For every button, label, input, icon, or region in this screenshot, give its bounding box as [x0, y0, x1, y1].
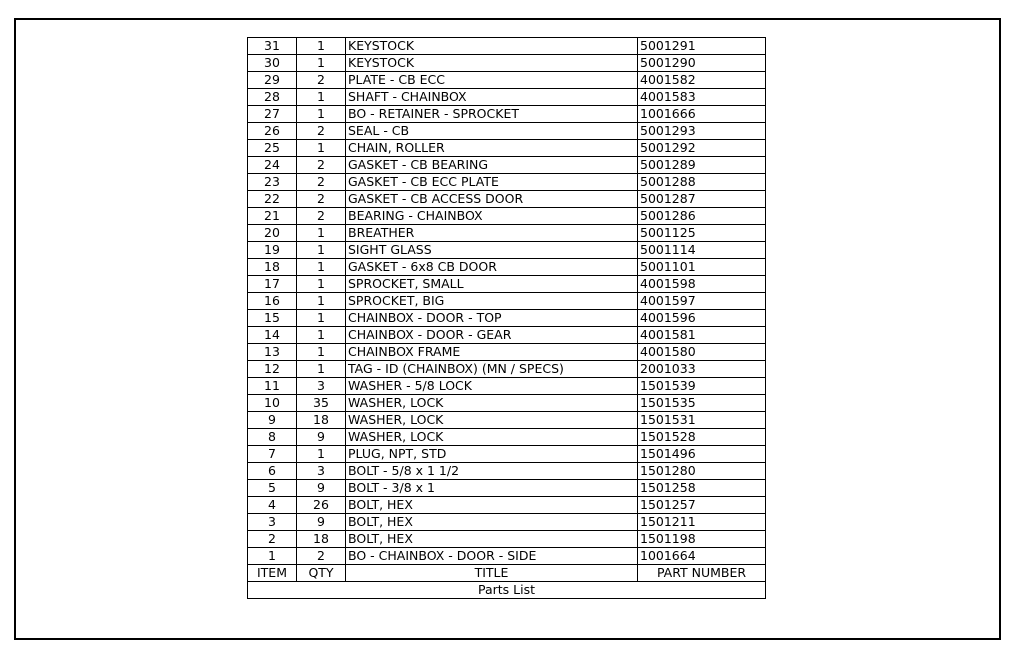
cell-part-number: 1501257 — [638, 497, 766, 514]
cell-item: 15 — [248, 310, 297, 327]
cell-qty: 1 — [297, 242, 346, 259]
cell-qty: 2 — [297, 157, 346, 174]
cell-title: BEARING - CHAINBOX — [346, 208, 638, 225]
cell-qty: 1 — [297, 89, 346, 106]
cell-title: PLUG, NPT, STD — [346, 446, 638, 463]
cell-qty: 1 — [297, 276, 346, 293]
table-row — [248, 276, 766, 293]
cell-item: 25 — [248, 140, 297, 157]
cell-title: GASKET - CB ECC PLATE — [346, 174, 638, 191]
cell-part-number: 5001288 — [638, 174, 766, 191]
cell-title: CHAINBOX FRAME — [346, 344, 638, 361]
cell-item: 27 — [248, 106, 297, 123]
table-row — [248, 514, 766, 531]
cell-item: 7 — [248, 446, 297, 463]
cell-qty: 1 — [297, 38, 346, 55]
cell-qty: 1 — [297, 446, 346, 463]
cell-qty: 18 — [297, 412, 346, 429]
table-row — [248, 174, 766, 191]
cell-part-number: 1501535 — [638, 395, 766, 412]
cell-item: 22 — [248, 191, 297, 208]
cell-qty: 1 — [297, 361, 346, 378]
cell-part-number: 1501528 — [638, 429, 766, 446]
cell-part-number: 1501198 — [638, 531, 766, 548]
cell-item: 31 — [248, 38, 297, 55]
cell-part-number: 5001291 — [638, 38, 766, 55]
cell-qty: 18 — [297, 531, 346, 548]
table-row — [248, 106, 766, 123]
cell-qty: 3 — [297, 463, 346, 480]
cell-item: 28 — [248, 89, 297, 106]
cell-part-number: 1501531 — [638, 412, 766, 429]
cell-qty: 2 — [297, 123, 346, 140]
table-row — [248, 378, 766, 395]
cell-item: 23 — [248, 174, 297, 191]
cell-part-number: 1001666 — [638, 106, 766, 123]
cell-part-number: 4001598 — [638, 276, 766, 293]
table-row — [248, 412, 766, 429]
cell-qty: 1 — [297, 55, 346, 72]
cell-qty: 9 — [297, 514, 346, 531]
cell-title: BOLT, HEX — [346, 514, 638, 531]
header-row — [248, 565, 766, 582]
cell-title: BREATHER — [346, 225, 638, 242]
table-row — [248, 208, 766, 225]
cell-part-number: 5001289 — [638, 157, 766, 174]
cell-item: 1 — [248, 548, 297, 565]
cell-part-number: 5001125 — [638, 225, 766, 242]
cell-part-number: 4001596 — [638, 310, 766, 327]
cell-item: 24 — [248, 157, 297, 174]
cell-title: PLATE - CB ECC — [346, 72, 638, 89]
table-row — [248, 293, 766, 310]
cell-item: 20 — [248, 225, 297, 242]
caption-row — [248, 582, 766, 599]
cell-title: WASHER, LOCK — [346, 412, 638, 429]
cell-part-number: 5001101 — [638, 259, 766, 276]
cell-part-number: 1001664 — [638, 548, 766, 565]
parts-list-rows — [248, 38, 766, 565]
cell-item: 9 — [248, 412, 297, 429]
cell-qty: 1 — [297, 293, 346, 310]
cell-title: BOLT - 5/8 x 1 1/2 — [346, 463, 638, 480]
cell-part-number: 5001290 — [638, 55, 766, 72]
table-row — [248, 140, 766, 157]
cell-title: BOLT, HEX — [346, 531, 638, 548]
cell-part-number: 4001583 — [638, 89, 766, 106]
cell-qty: 1 — [297, 327, 346, 344]
cell-part-number: 1501280 — [638, 463, 766, 480]
cell-title: KEYSTOCK — [346, 38, 638, 55]
table-row — [248, 463, 766, 480]
table-row — [248, 191, 766, 208]
table-row — [248, 55, 766, 72]
cell-item: 29 — [248, 72, 297, 89]
cell-item: 16 — [248, 293, 297, 310]
cell-item: 11 — [248, 378, 297, 395]
cell-item: 21 — [248, 208, 297, 225]
cell-title: SHAFT - CHAINBOX — [346, 89, 638, 106]
cell-title: WASHER, LOCK — [346, 395, 638, 412]
cell-title: GASKET - CB ACCESS DOOR — [346, 191, 638, 208]
table-row — [248, 446, 766, 463]
cell-part-number: 5001286 — [638, 208, 766, 225]
table-row — [248, 123, 766, 140]
cell-qty: 3 — [297, 378, 346, 395]
cell-qty: 2 — [297, 174, 346, 191]
header-qty: QTY — [297, 565, 346, 582]
cell-qty: 2 — [297, 72, 346, 89]
cell-qty: 35 — [297, 395, 346, 412]
cell-qty: 1 — [297, 259, 346, 276]
cell-qty: 1 — [297, 344, 346, 361]
table-row — [248, 344, 766, 361]
table-row — [248, 395, 766, 412]
cell-title: BOLT, HEX — [346, 497, 638, 514]
cell-item: 13 — [248, 344, 297, 361]
cell-qty: 1 — [297, 106, 346, 123]
cell-title: BO - RETAINER - SPROCKET — [346, 106, 638, 123]
cell-qty: 1 — [297, 140, 346, 157]
cell-title: SIGHT GLASS — [346, 242, 638, 259]
header-part-number: PART NUMBER — [638, 565, 766, 582]
parts-list-table — [247, 37, 766, 599]
cell-title: BOLT - 3/8 x 1 — [346, 480, 638, 497]
cell-title: SEAL - CB — [346, 123, 638, 140]
cell-qty: 2 — [297, 208, 346, 225]
cell-item: 5 — [248, 480, 297, 497]
table-row — [248, 327, 766, 344]
cell-item: 6 — [248, 463, 297, 480]
cell-item: 18 — [248, 259, 297, 276]
cell-title: WASHER, LOCK — [346, 429, 638, 446]
cell-qty: 2 — [297, 548, 346, 565]
cell-item: 17 — [248, 276, 297, 293]
cell-title: CHAIN, ROLLER — [346, 140, 638, 157]
table-row — [248, 531, 766, 548]
table-row — [248, 89, 766, 106]
cell-part-number: 1501539 — [638, 378, 766, 395]
cell-part-number: 1501258 — [638, 480, 766, 497]
table-row — [248, 225, 766, 242]
cell-item: 10 — [248, 395, 297, 412]
cell-part-number: 5001287 — [638, 191, 766, 208]
cell-item: 26 — [248, 123, 297, 140]
cell-title: SPROCKET, SMALL — [346, 276, 638, 293]
table-row — [248, 259, 766, 276]
cell-part-number: 1501496 — [638, 446, 766, 463]
cell-part-number: 5001114 — [638, 242, 766, 259]
cell-qty: 2 — [297, 191, 346, 208]
table-row — [248, 497, 766, 514]
cell-part-number: 4001582 — [638, 72, 766, 89]
cell-qty: 9 — [297, 480, 346, 497]
cell-qty: 9 — [297, 429, 346, 446]
parts-list-caption: Parts List — [248, 582, 766, 599]
table-row — [248, 72, 766, 89]
cell-item: 3 — [248, 514, 297, 531]
table-row — [248, 361, 766, 378]
cell-title: GASKET - 6x8 CB DOOR — [346, 259, 638, 276]
cell-part-number: 1501211 — [638, 514, 766, 531]
header-title: TITLE — [346, 565, 638, 582]
cell-part-number: 5001292 — [638, 140, 766, 157]
table-row — [248, 242, 766, 259]
cell-title: WASHER - 5/8 LOCK — [346, 378, 638, 395]
cell-item: 4 — [248, 497, 297, 514]
table-row — [248, 480, 766, 497]
cell-title: BO - CHAINBOX - DOOR - SIDE — [346, 548, 638, 565]
table-row — [248, 310, 766, 327]
cell-title: GASKET - CB BEARING — [346, 157, 638, 174]
cell-title: SPROCKET, BIG — [346, 293, 638, 310]
cell-title: CHAINBOX - DOOR - GEAR — [346, 327, 638, 344]
header-item: ITEM — [248, 565, 297, 582]
cell-part-number: 4001581 — [638, 327, 766, 344]
table-row — [248, 548, 766, 565]
table-row — [248, 38, 766, 55]
cell-part-number: 5001293 — [638, 123, 766, 140]
cell-part-number: 4001580 — [638, 344, 766, 361]
cell-item: 14 — [248, 327, 297, 344]
cell-part-number: 2001033 — [638, 361, 766, 378]
cell-item: 12 — [248, 361, 297, 378]
cell-item: 8 — [248, 429, 297, 446]
table-row — [248, 157, 766, 174]
cell-title: KEYSTOCK — [346, 55, 638, 72]
cell-item: 30 — [248, 55, 297, 72]
cell-part-number: 4001597 — [638, 293, 766, 310]
cell-item: 19 — [248, 242, 297, 259]
cell-item: 2 — [248, 531, 297, 548]
cell-qty: 26 — [297, 497, 346, 514]
cell-qty: 1 — [297, 225, 346, 242]
cell-title: TAG - ID (CHAINBOX) (MN / SPECS) — [346, 361, 638, 378]
cell-qty: 1 — [297, 310, 346, 327]
cell-title: CHAINBOX - DOOR - TOP — [346, 310, 638, 327]
table-row — [248, 429, 766, 446]
